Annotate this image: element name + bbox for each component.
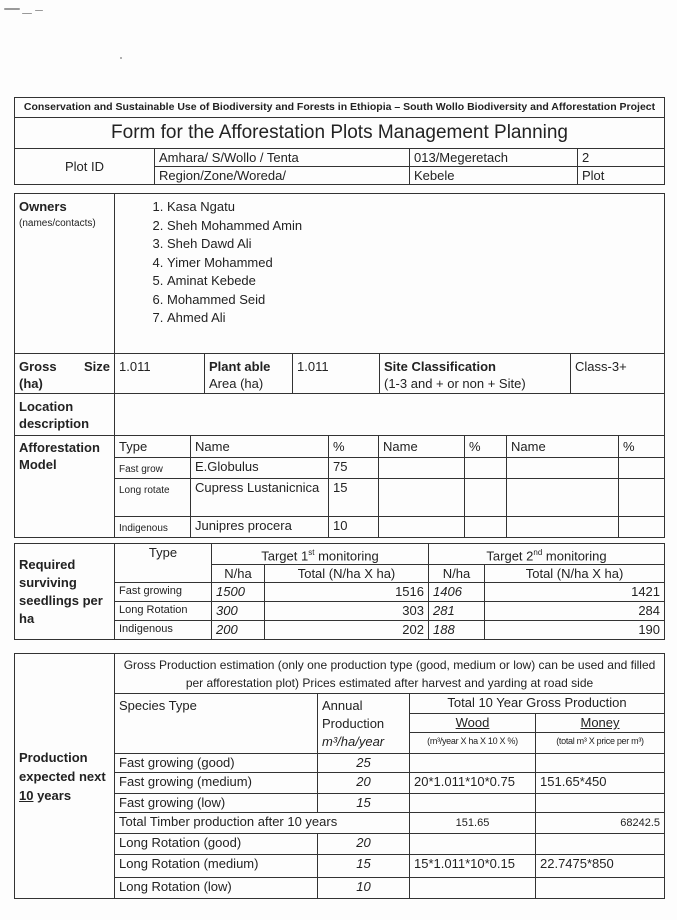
- target-2-header: Target 2nd monitoring: [429, 544, 665, 565]
- target-1-nha: 300: [212, 602, 265, 621]
- annual-header: Annual: [322, 698, 363, 713]
- scan-speck: [4, 8, 20, 10]
- wood-header: Wood: [410, 714, 536, 733]
- target-2-nha: 281: [429, 602, 485, 621]
- seedling-type: Indigenous: [115, 621, 212, 640]
- production-label-years: years: [33, 787, 72, 803]
- model-percent: 10: [329, 517, 379, 538]
- owners-section: [14, 193, 665, 354]
- target-1-total: 1516: [265, 583, 429, 602]
- production-note: Gross Production estimation (only one production type (good, medium or low) can be used and filled: [123, 658, 656, 672]
- total-header: Total (N/ha X ha): [485, 565, 665, 583]
- project-title: Conservation and Sustainable Use of Biodiversity and Forests in Ethiopia – South Wollo Biodiversity and Afforestation Project: [15, 98, 665, 118]
- annual-unit: m³/ha/year: [322, 734, 385, 749]
- model-type: Fast grow: [115, 458, 191, 479]
- annual-value: 10: [318, 878, 410, 899]
- target-1-nha: 1500: [212, 583, 265, 602]
- owner-item: 5. Aminat Kebede: [167, 272, 660, 291]
- nha-header: N/ha: [212, 565, 265, 583]
- money-formula-header: (total m³ X price per m³): [536, 733, 665, 754]
- plot-kebele-value: 013/Megeretach: [410, 149, 578, 167]
- site-class-caption: (1-3 and + or non + Site): [384, 376, 526, 391]
- wood-value: [410, 878, 536, 899]
- target-2-nha: 1406: [429, 583, 485, 602]
- total-production-header: Total 10 Year Gross Production: [410, 694, 665, 714]
- production-type: Fast growing (good): [115, 754, 318, 773]
- money-value: [536, 878, 665, 899]
- plot-number-caption: Plot: [578, 167, 665, 185]
- afforestation-model-section: [14, 435, 665, 538]
- wood-formula-header: (m³/year X ha X 10 X %): [410, 733, 536, 754]
- annual-value: 20: [318, 834, 410, 855]
- target-2-nha: 188: [429, 621, 485, 640]
- owners-sublabel: (names/contacts): [19, 218, 96, 229]
- production-section: [14, 653, 665, 899]
- plot-region-caption: Region/Zone/Woreda/: [155, 167, 410, 185]
- plot-kebele-caption: Kebele: [410, 167, 578, 185]
- target-1-total: 202: [265, 621, 429, 640]
- gross-size-value: 1.011: [115, 354, 205, 394]
- site-class-value: Class-3+: [571, 354, 665, 394]
- production-note-b: per afforestation plot) Prices estimated after harvest and yarding at road side: [185, 676, 594, 690]
- seedlings-type-header: Type: [115, 544, 212, 583]
- plot-id-label: Plot ID: [15, 149, 155, 185]
- model-header-pct: %: [329, 436, 379, 458]
- model-header-name: Name: [191, 436, 329, 458]
- model-species: Cupress Lustanicnica: [191, 479, 329, 517]
- plot-region-value: Amhara/ S/Wollo / Tenta: [155, 149, 410, 167]
- plantable-label: Plant able: [209, 359, 271, 374]
- nha-header: N/ha: [429, 565, 485, 583]
- form-header: [14, 97, 665, 185]
- scan-speck: [22, 13, 32, 14]
- total-header: Total (N/ha X ha): [265, 565, 429, 583]
- annual-header-b: Production: [322, 716, 385, 731]
- total-money-value: 68242.5: [536, 813, 665, 834]
- owners-label: Owners: [19, 199, 67, 214]
- target-2-total: 1421: [485, 583, 665, 602]
- total-wood-value: 151.65: [410, 813, 536, 834]
- scan-speck: [120, 57, 122, 59]
- afforestation-model-label: Afforestation Model: [15, 436, 115, 538]
- target-1-header: Target 1st monitoring: [212, 544, 429, 565]
- species-type-header: Species Type: [115, 694, 318, 754]
- wood-value: 20*1.011*10*0.75: [410, 773, 536, 794]
- location-value: [115, 394, 665, 436]
- gross-size-label: Gross: [19, 359, 57, 374]
- production-label-b: expected next: [19, 768, 106, 784]
- money-value: [536, 834, 665, 855]
- seedling-type: Fast growing: [115, 583, 212, 602]
- owner-item: 6. Mohammed Seid: [167, 291, 660, 310]
- annual-value: 20: [318, 773, 410, 794]
- owner-item: 2. Sheh Mohammed Amin: [167, 217, 660, 236]
- money-value: [536, 754, 665, 773]
- seedling-type: Long Rotation: [115, 602, 212, 621]
- wood-value: 15*1.011*10*0.15: [410, 855, 536, 878]
- site-class-label: Site Classification: [384, 359, 496, 374]
- wood-value: [410, 794, 536, 813]
- model-header-pct: %: [619, 436, 665, 458]
- plot-number-value: 2: [578, 149, 665, 167]
- plantable-caption: Area (ha): [209, 376, 264, 391]
- total-timber-label: Total Timber production after 10 years: [115, 813, 410, 834]
- wood-value: [410, 834, 536, 855]
- production-label: Production: [19, 749, 88, 765]
- target-2-total: 190: [485, 621, 665, 640]
- owner-item: 1. Kasa Ngatu: [167, 198, 660, 217]
- model-species: E.Globulus: [191, 458, 329, 479]
- model-header-type: Type: [115, 436, 191, 458]
- location-section: [14, 393, 665, 436]
- seedlings-section: [14, 543, 665, 640]
- production-type: Long Rotation (good): [115, 834, 318, 855]
- owner-item: 3. Sheh Dawd Ali: [167, 235, 660, 254]
- money-value: 22.7475*850: [536, 855, 665, 878]
- production-type: Long Rotation (low): [115, 878, 318, 899]
- location-label: Location description: [15, 394, 115, 436]
- production-type: Fast growing (low): [115, 794, 318, 813]
- money-value: [536, 794, 665, 813]
- annual-value: 15: [318, 855, 410, 878]
- money-header: Money: [536, 714, 665, 733]
- production-type: Fast growing (medium): [115, 773, 318, 794]
- owner-item: 7. Ahmed Ali: [167, 309, 660, 328]
- annual-value: 15: [318, 794, 410, 813]
- production-label-years-number: 10: [19, 787, 34, 803]
- target-2-total: 284: [485, 602, 665, 621]
- model-percent: 75: [329, 458, 379, 479]
- gross-size-label-b: Size: [83, 359, 110, 374]
- form-title: Form for the Afforestation Plots Management Planning: [15, 118, 665, 149]
- model-header-pct: %: [465, 436, 507, 458]
- gross-size-unit: (ha): [19, 376, 43, 391]
- model-percent: 15: [329, 479, 379, 517]
- model-type: Indigenous: [115, 517, 191, 538]
- seedlings-label: Required surviving seedlings per ha: [15, 544, 115, 640]
- size-section: [14, 353, 665, 394]
- annual-value: 25: [318, 754, 410, 773]
- owners-list: [119, 198, 660, 328]
- target-1-nha: 200: [212, 621, 265, 640]
- model-header-name: Name: [507, 436, 619, 458]
- money-value: 151.65*450: [536, 773, 665, 794]
- target-1-total: 303: [265, 602, 429, 621]
- plantable-value: 1.011: [293, 354, 380, 394]
- model-species: Junipres procera: [191, 517, 329, 538]
- wood-value: [410, 754, 536, 773]
- owner-item: 4. Yimer Mohammed: [167, 254, 660, 273]
- model-type: Long rotate: [115, 479, 191, 517]
- production-type: Long Rotation (medium): [115, 855, 318, 878]
- model-header-name: Name: [379, 436, 465, 458]
- scan-speck: [35, 10, 43, 11]
